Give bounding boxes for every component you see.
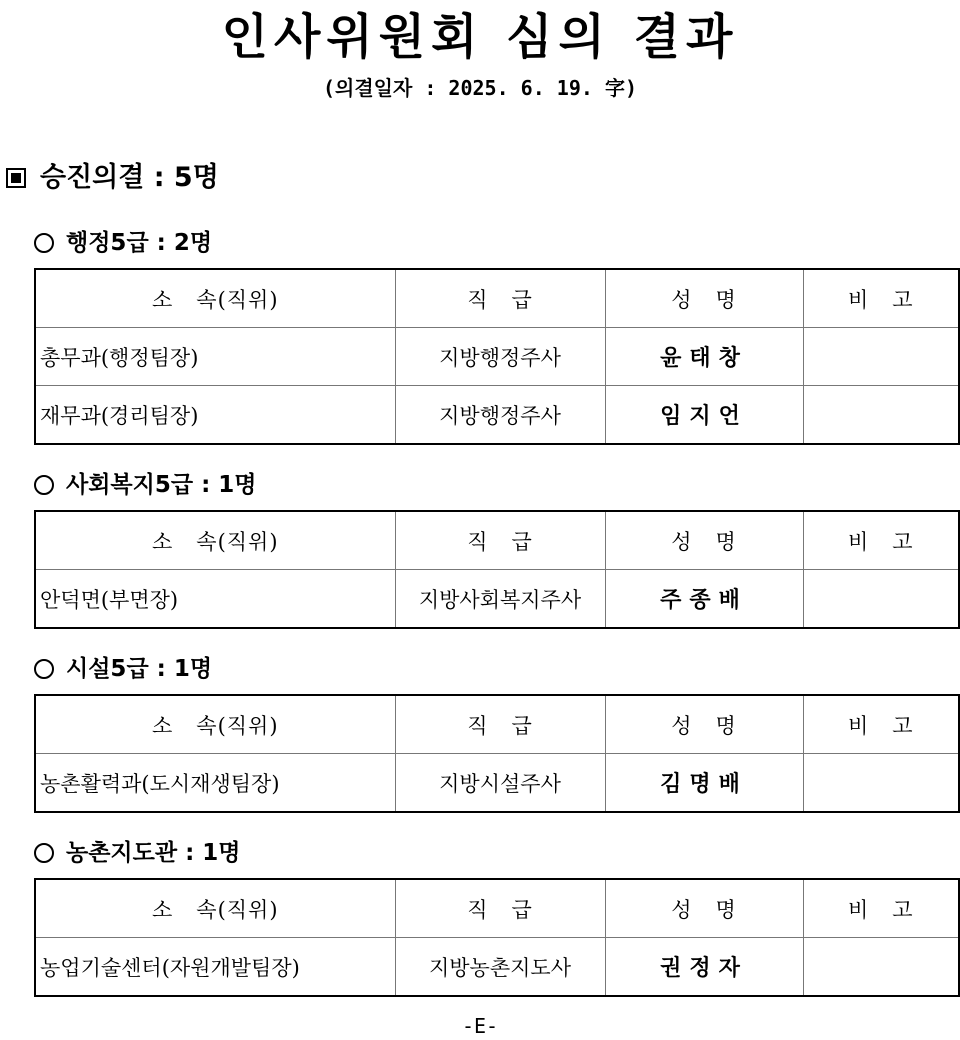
group-heading <box>34 836 958 870</box>
header-name: 성 명 <box>605 269 803 328</box>
table-header-row <box>35 269 959 328</box>
header-name: 성 명 <box>605 695 803 754</box>
table-row <box>35 570 959 629</box>
section-heading-promotion <box>6 160 219 196</box>
table-header-row <box>35 695 959 754</box>
cell-affiliation: 재무과(경리팀장) <box>35 386 395 445</box>
header-affiliation: 소 속(직위) <box>35 879 395 938</box>
resolution-date: (의결일자 : 2025. 6. 19. 字) <box>322 76 638 100</box>
promotion-group-welfare5 <box>34 468 958 629</box>
group-heading-text: 사회복지5급 : 1명 <box>66 472 257 498</box>
cell-affiliation: 농업기술센터(자원개발팀장) <box>35 938 395 997</box>
group-heading-text: 농촌지도관 : 1명 <box>66 840 241 866</box>
cell-name: 김명배 <box>605 754 803 813</box>
promotion-table <box>34 694 960 813</box>
table-row <box>35 938 959 997</box>
promotion-table <box>34 510 960 629</box>
header-affiliation: 소 속(직위) <box>35 269 395 328</box>
cell-grade: 지방농촌지도사 <box>395 938 605 997</box>
cell-affiliation: 총무과(행정팀장) <box>35 328 395 386</box>
cell-note <box>803 754 959 813</box>
cell-note <box>803 386 959 445</box>
header-name: 성 명 <box>605 879 803 938</box>
group-heading <box>34 468 958 502</box>
document-title: 인사위원회 심의 결과 <box>221 9 739 65</box>
cell-affiliation: 안덕면(부면장) <box>35 570 395 629</box>
promotion-table <box>34 268 960 445</box>
promotion-group-facility5 <box>34 652 958 813</box>
header-grade: 직 급 <box>395 879 605 938</box>
cell-grade: 지방행정주사 <box>395 386 605 445</box>
table-row <box>35 754 959 813</box>
header-name: 성 명 <box>605 511 803 570</box>
group-heading <box>34 652 958 686</box>
promotion-group-admin5 <box>34 226 958 445</box>
header-note: 비 고 <box>803 695 959 754</box>
table-header-row <box>35 511 959 570</box>
cell-grade: 지방사회복지주사 <box>395 570 605 629</box>
header-note: 비 고 <box>803 511 959 570</box>
cell-affiliation: 농촌활력과(도시재생팀장) <box>35 754 395 813</box>
circle-bullet-icon <box>34 659 54 679</box>
group-heading-text: 시설5급 : 1명 <box>66 656 213 682</box>
cell-name: 윤태창 <box>605 328 803 386</box>
table-row <box>35 386 959 445</box>
header-note: 비 고 <box>803 879 959 938</box>
filled-square-bullet-icon <box>6 168 26 188</box>
header-grade: 직 급 <box>395 269 605 328</box>
section-heading-text: 승진의결 : 5명 <box>40 162 219 193</box>
cell-note <box>803 570 959 629</box>
header-affiliation: 소 속(직위) <box>35 695 395 754</box>
cell-note <box>803 938 959 997</box>
cell-note <box>803 328 959 386</box>
header-grade: 직 급 <box>395 511 605 570</box>
table-row <box>35 328 959 386</box>
cell-name: 권정자 <box>605 938 803 997</box>
table-header-row <box>35 879 959 938</box>
group-heading-text: 행정5급 : 2명 <box>66 230 213 256</box>
cell-grade: 지방시설주사 <box>395 754 605 813</box>
page-number: -E- <box>461 1014 499 1038</box>
cell-name: 주종배 <box>605 570 803 629</box>
header-note: 비 고 <box>803 269 959 328</box>
circle-bullet-icon <box>34 843 54 863</box>
group-heading <box>34 226 958 260</box>
header-grade: 직 급 <box>395 695 605 754</box>
circle-bullet-icon <box>34 475 54 495</box>
cell-name: 임지언 <box>605 386 803 445</box>
circle-bullet-icon <box>34 233 54 253</box>
cell-grade: 지방행정주사 <box>395 328 605 386</box>
promotion-group-rural-guidance <box>34 836 958 997</box>
promotion-table <box>34 878 960 997</box>
header-affiliation: 소 속(직위) <box>35 511 395 570</box>
